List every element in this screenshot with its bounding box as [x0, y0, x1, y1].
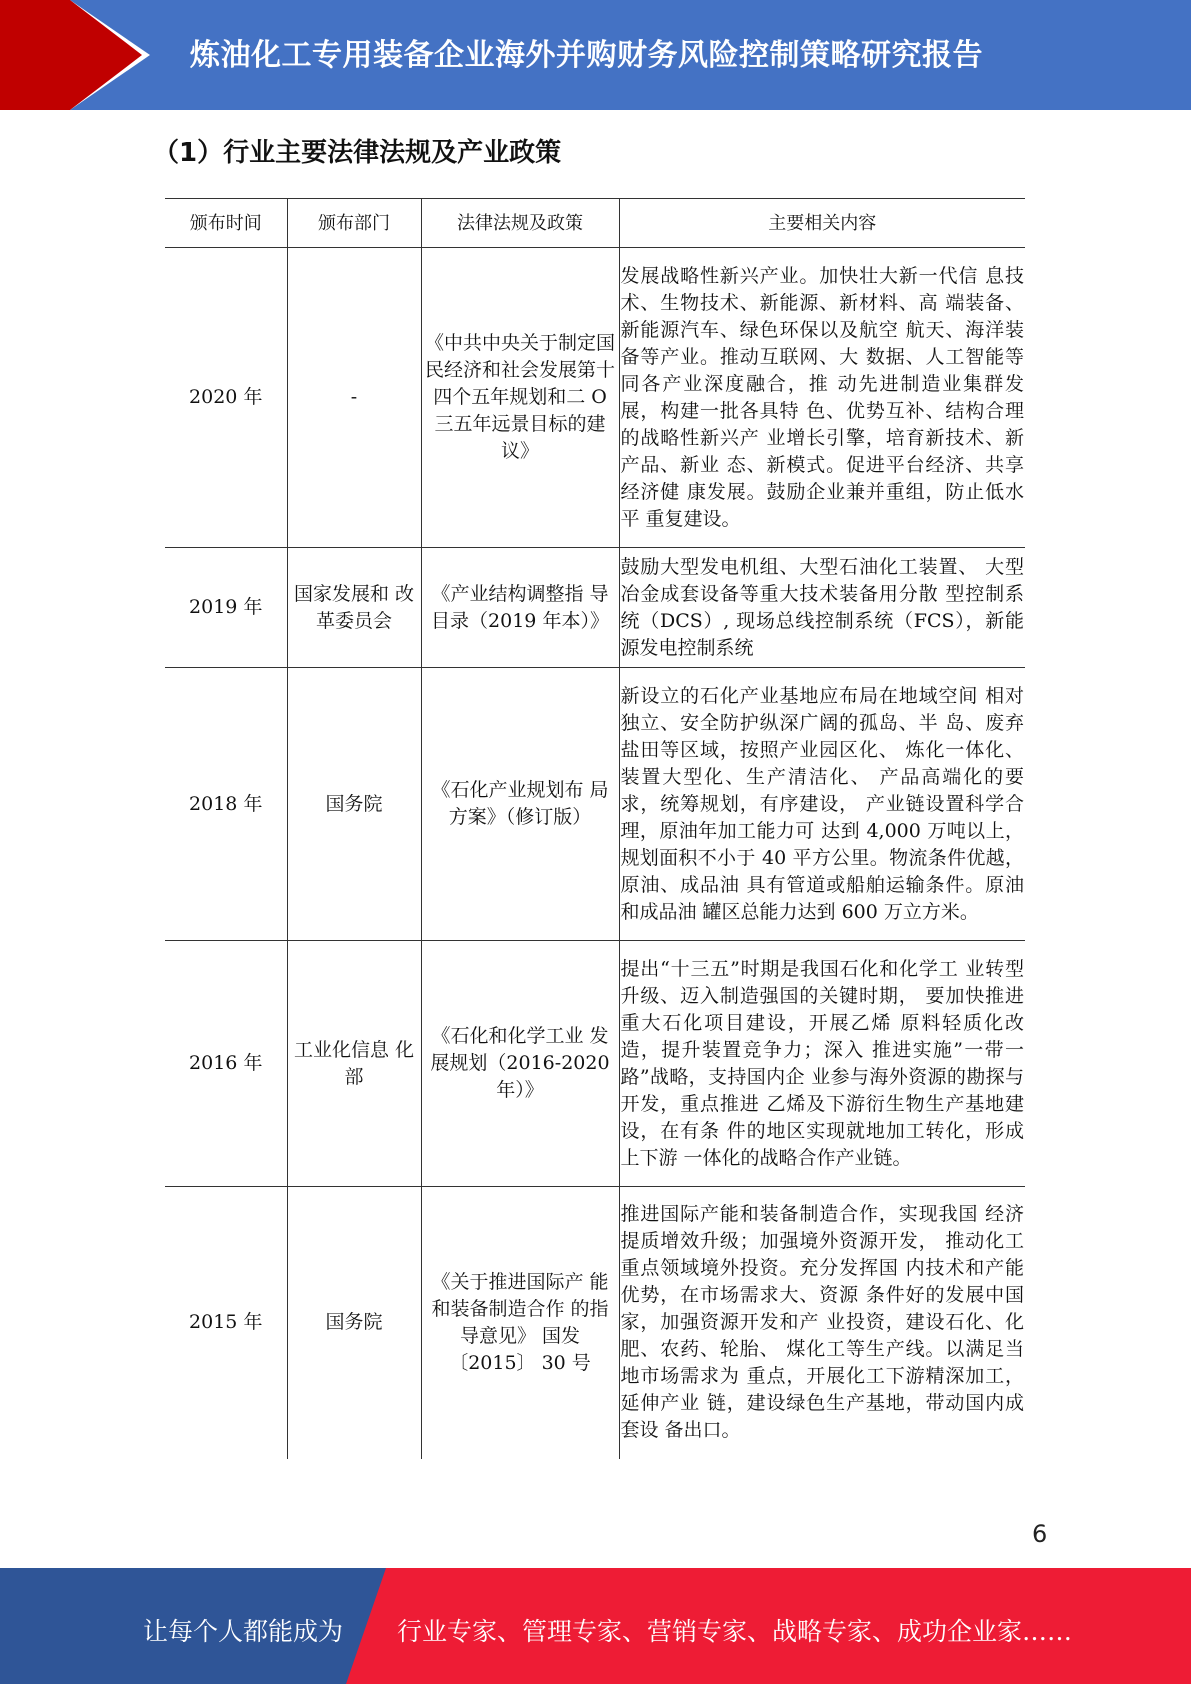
header-policy: 法律法规及政策 — [421, 199, 619, 248]
cell-department: 工业化信息 化部 — [287, 941, 421, 1187]
cell-policy: 《中共中央关于制定国民经济和社会发展第十四个五年规划和二 O 三五年远景目标的建议》 — [421, 248, 619, 548]
header-content: 主要相关内容 — [619, 199, 1025, 248]
table-header-row — [165, 199, 1025, 248]
cell-content: 提出“十三五”时期是我国石化和化学工 业转型升级、迈入制造强国的关键时期， 要加快推进重大石化项目建设，开展乙烯 原料轻质化改造，提升装置竞争力；深入 推进实施”一带一路”战略，支持国内企 业参与海外资源的勘探与开发，重点推进 乙烯及下游衍生物生产基地建设，在有条 件的地区实现就地加工转化，形成上下游 一体化的战略合作产业链。 — [619, 941, 1025, 1187]
page-number: 6 — [1032, 1520, 1048, 1548]
table-row — [165, 668, 1025, 941]
header-department: 颁布部门 — [287, 199, 421, 248]
cell-time: 2020 年 — [165, 248, 287, 548]
header-time: 颁布时间 — [165, 199, 287, 248]
cell-time: 2018 年 — [165, 668, 287, 941]
cell-content: 推进国际产能和装备制造合作，实现我国 经济提质增效升级；加强境外资源开发， 推动化工重点领域境外投资。充分发挥国 内技术和产能优势，在市场需求大、资源 条件好的发展中国家，加强资源开发和产 业投资，建设石化、化肥、农药、轮胎、 煤化工等生产线。以满足当地市场需求为 重点，开展化工下游精深加工，延伸产业 链，建设绿色生产基地，带动国内成套设 备出口。 — [619, 1187, 1025, 1459]
table-row — [165, 548, 1025, 668]
table-row — [165, 1187, 1025, 1459]
table-row — [165, 248, 1025, 548]
cell-policy: 《石化和化学工业 发展规划（2016-2020 年）》 — [421, 941, 619, 1187]
footer-slogan-left: 让每个人都能成为 — [143, 1617, 344, 1646]
cell-content: 新设立的石化产业基地应布局在地域空间 相对独立、安全防护纵深广阔的孤岛、半 岛、废弃盐田等区域，按照产业园区化、 炼化一体化、装置大型化、生产清洁化、 产品高端化的要求，统筹规划，有序建设， 产业链设置科学合理，原油年加工能力可 达到 4,000 万吨以上，规划面积不小于 40 平方公里。物流条件优越，原油、成品油 具有管道或船舶运输条件。原油和成品油 罐区总能力达到 600 万立方米。 — [619, 668, 1025, 941]
report-title: 炼油化工专用装备企业海外并购财务风险控制策略研究报告 — [190, 38, 983, 73]
cell-department: 国务院 — [287, 1187, 421, 1459]
page-footer — [0, 1568, 1191, 1684]
cell-department: 国家发展和 改革委员会 — [287, 548, 421, 668]
cell-policy: 《关于推进国际产 能和装备制造合作 的指导意见》 国发〔2015〕 30 号 — [421, 1187, 619, 1459]
page-header — [0, 0, 1191, 110]
header-red-chevron — [70, 0, 142, 110]
cell-department: 国务院 — [287, 668, 421, 941]
cell-time: 2016 年 — [165, 941, 287, 1187]
cell-time: 2015 年 — [165, 1187, 287, 1459]
cell-time: 2019 年 — [165, 548, 287, 668]
header-red-block — [0, 0, 70, 110]
section-title: （1）行业主要法律法规及产业政策 — [153, 138, 562, 168]
footer-slogan-right: 行业专家、管理专家、营销专家、战略专家、成功企业家…… — [397, 1617, 1073, 1646]
cell-policy: 《石化产业规划布 局方案》（修订版） — [421, 668, 619, 941]
cell-content: 鼓励大型发电机组、大型石油化工装置、 大型冶金成套设备等重大技术装备用分散 型控制系统（DCS）, 现场总线控制系统（FCS），新能源发电控制系统 — [619, 548, 1025, 668]
table-row — [165, 941, 1025, 1187]
cell-department: - — [287, 248, 421, 548]
cell-content: 发展战略性新兴产业。加快壮大新一代信 息技术、生物技术、新能源、新材料、高 端装备、新能源汽车、绿色环保以及航空 航天、海洋装备等产业。推动互联网、大 数据、人工智能等同各产业深度融合，推 动先进制造业集群发展，构建一批各具特 色、优势互补、结构合理的战略性新兴产 业增长引擎，培育新技术、新产品、新业 态、新模式。促进平台经济、共享经济健 康发展。鼓励企业兼并重组，防止低水平 重复建设。 — [619, 248, 1025, 548]
cell-policy: 《产业结构调整指 导目录（2019 年本）》 — [421, 548, 619, 668]
policy-table — [165, 198, 1025, 1459]
